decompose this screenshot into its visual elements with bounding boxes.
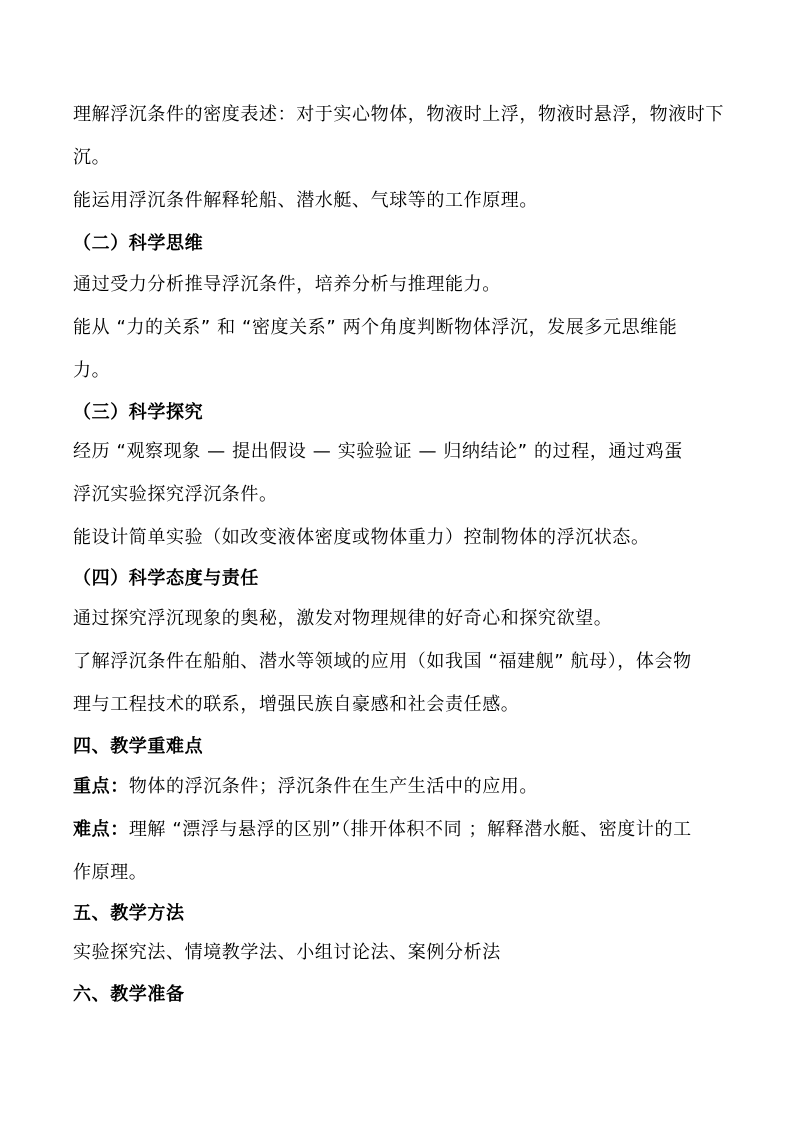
key-point-label: 重点： (73, 776, 129, 797)
section-heading-teaching-preparation: 六、教学准备 (73, 984, 185, 1005)
paragraph-line: 作原理。 (73, 862, 148, 883)
difficulty-label: 难点： (73, 819, 129, 840)
paragraph-line: 通过探究浮沉现象的奥秘，激发对物理规律的好奇心和探究欲望。 (73, 608, 613, 629)
paragraph-line: 能从 “力的关系” 和 “密度关系” 两个角度判断物体浮沉，发展多元思维能 (73, 317, 678, 338)
paragraph-line: 理与工程技术的联系，增强民族自豪感和社会责任感。 (73, 694, 520, 715)
difficulty-line (73, 818, 733, 842)
paragraph-line: 沉。 (73, 147, 111, 168)
paragraph-line: 实验探究法、情境教学法、小组讨论法、案例分析法 (73, 942, 501, 963)
paragraph-line: 能设计简单实验（如改变液体密度或物体重力）控制物体的浮沉状态。 (73, 527, 650, 548)
section-heading-teaching-methods: 五、教学方法 (73, 903, 185, 924)
paragraph-line: 经历 “观察现象 — 提出假设 — 实验验证 — 归纳结论” 的过程，通过鸡蛋 (73, 441, 683, 462)
section-heading-scientific-thinking: （二）科学思维 (73, 233, 204, 254)
section-heading-scientific-inquiry: （三）科学探究 (73, 402, 204, 423)
key-point-text: 物体的浮沉条件；浮沉条件在生产生活中的应用。 (128, 776, 539, 797)
key-point-line (73, 775, 733, 799)
paragraph-line: 理解浮沉条件的密度表述：对于实心物体，物液时上浮，物液时悬浮，物液时下 (73, 104, 724, 125)
paragraph-line: 了解浮沉条件在船舶、潜水等领域的应用（如我国 “福建舰” 航母），体会物 (73, 651, 692, 672)
paragraph-line: 通过受力分析推导浮沉条件，培养分析与推理能力。 (73, 274, 501, 295)
paragraph-line: 力。 (73, 360, 111, 381)
paragraph-line: 能运用浮沉条件解释轮船、潜水艇、气球等的工作原理。 (73, 190, 538, 211)
difficulty-text: 理解 “漂浮与悬浮的区别”（排开体积不同 ；解释潜水艇、密度计的工 (128, 819, 692, 840)
section-heading-scientific-attitude: （四）科学态度与责任 (73, 568, 259, 589)
paragraph-line: 浮沉实验探究浮沉条件。 (73, 484, 278, 505)
section-heading-key-points: 四、教学重难点 (73, 736, 204, 757)
